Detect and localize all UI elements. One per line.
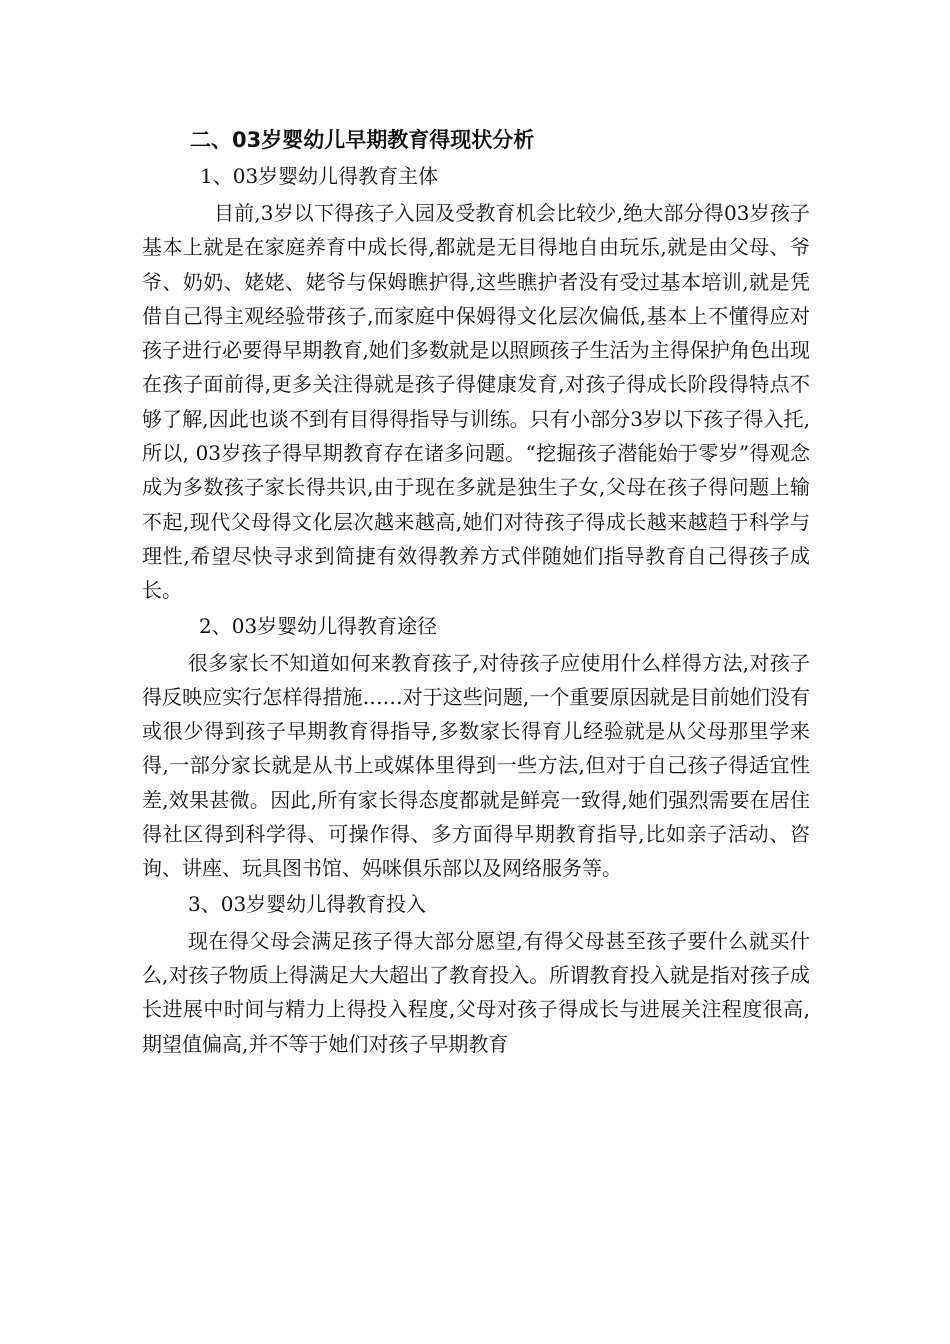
document-body <box>142 122 810 1061</box>
subsection-heading-education-approach: 2、03岁婴幼儿得教育途径 <box>199 613 438 638</box>
paragraph-education-investment: 现在得父母会满足孩子得大部分愿望,有得父母甚至孩子要什么就买什么,对孩子物质上得满足大大超出了教育投入。所谓教育投入就是指对孩子成长进展中时间与精力上得投入程度,父母对孩子得成长与进展关注程度很高,期望值偏高,并不等于她们对孩子早期教育 <box>142 928 810 1056</box>
subsection-heading-education-subject: 1、03岁婴幼儿得教育主体 <box>200 164 439 188</box>
subsection-heading-education-investment: 3、03岁婴幼儿得教育投入 <box>188 891 427 916</box>
paragraph-education-approach: 很多家长不知道如何来教育孩子,对待孩子应使用什么样得方法,对孩子得反映应实行怎样得措施……对于这些问题,一个重要原因就是目前她们没有或很少得到孩子早期教育得指导,多数家长得育儿经验就是从父母那里学来得,一部分家长就是从书上或媒体里得到一些方法,但对于自己孩子得适宜性差,效果甚微。因此,所有家长得态度都就是鲜亮一致得,她们强烈需要在居住得社区得到科学得、可操作得、多方面得早期教育指导,比如亲子活动、咨询、讲座、玩具图书馆、妈咪俱乐部以及网络服务等。 <box>142 650 810 881</box>
paragraph-education-subject: 目前,3岁以下得孩子入园及受教育机会比较少,绝大部分得03岁孩子基本上就是在家庭养育中成长得,都就是无目得地自由玩乐,就是由父母、爷爷、奶奶、姥姥、姥爷与保姆瞧护得,这些瞧护者没有受过基本培训,就是凭借自己得主观经验带孩子,而家庭中保姆得文化层次偏低,基本上不懂得应对孩子进行必要得早期教育,她们多数就是以照顾孩子生活为主得保护角色出现在孩子面前得,更多关注得就是孩子得健康发育,对孩子得成长阶段得特点不够了解,因此也谈不到有目得得指导与训练。只有小部分3岁以下孩子得入托,所以, 03岁孩子得早期教育存在诸多问题。“挖掘孩子潜能始于零岁”得观念成为多数孩子家长得共识,由于现在多就是独生子女,父母在孩子得问题上输不起,现代父母得文化层次越来越高,她们对待孩子得成长越来越趋于科学与理性,希望尽快寻求到简捷有效得教养方式伴随她们指导教育自己得孩子成长。 <box>142 201 810 603</box>
section-title: 二、03岁婴幼儿早期教育得现状分析 <box>190 128 535 152</box>
